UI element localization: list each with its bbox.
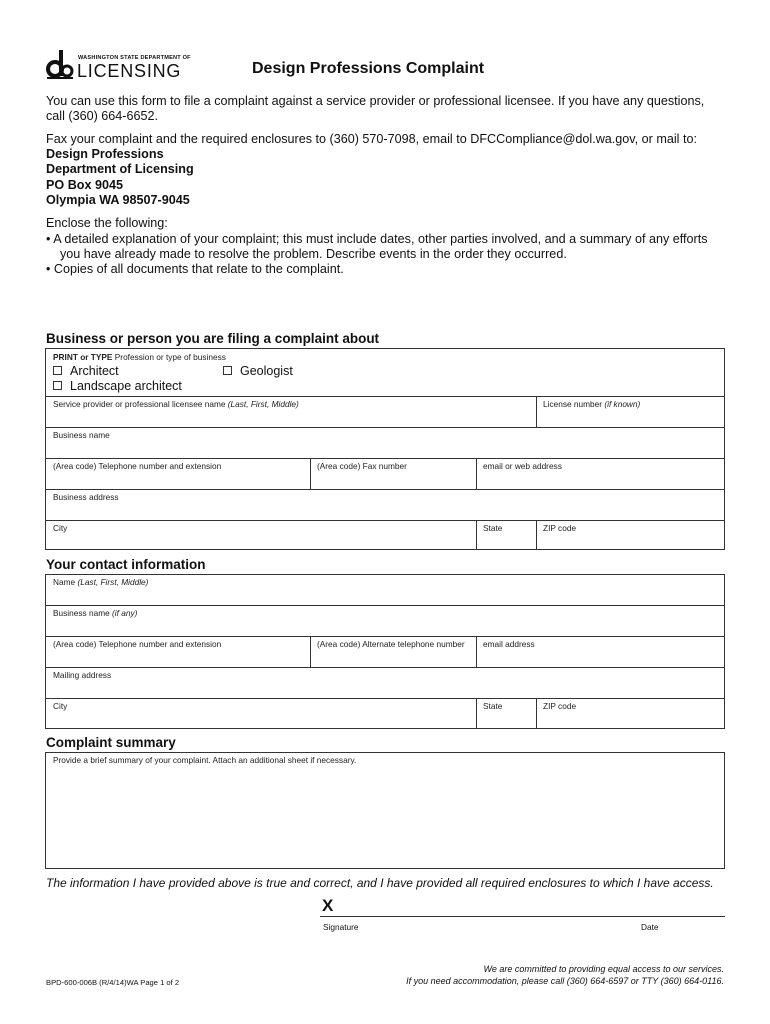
contact-city-field[interactable]: City <box>53 701 68 711</box>
page-title: Design Professions Complaint <box>252 60 485 77</box>
address-line-3: PO Box 9045 <box>46 178 124 192</box>
intro-line-1: You can use this form to file a complaint against a service provider or professional licensee. If you have any questions, <box>46 94 705 108</box>
contact-business-name-field[interactable]: Business name (if any) <box>53 608 138 618</box>
enclose-bullet-2: • Copies of all documents that relate to the complaint. <box>46 262 344 276</box>
accommodation-notice: If you need accommodation, please call (360) 664-6597 or TTY (360) 664-0116. <box>406 976 724 986</box>
enclose-bullet-1-cont: you have already made to resolve the problem. Describe events in the order they occurred. <box>60 247 567 261</box>
business-name-field[interactable]: Business name <box>53 430 110 440</box>
contact-name-field[interactable]: Name (Last, First, Middle) <box>53 577 149 587</box>
signature-label: Signature <box>323 922 359 932</box>
contact-zip-field[interactable]: ZIP code <box>543 701 577 711</box>
architect-label: Architect <box>70 364 119 378</box>
address-line-2: Department of Licensing <box>46 162 194 176</box>
geologist-label: Geologist <box>240 364 293 378</box>
licensee-name-field[interactable]: Service provider or professional licensee name (Last, First, Middle) <box>53 399 299 409</box>
signature-x-mark: X <box>322 896 334 915</box>
contact-email-field[interactable]: email address <box>483 639 535 649</box>
logo-licensing-text: LICENSING <box>77 61 182 81</box>
business-city-field[interactable]: City <box>53 523 68 533</box>
summary-instruction: Provide a brief summary of your complaint. Attach an additional sheet if necessary. <box>53 755 357 765</box>
business-phone-field[interactable]: (Area code) Telephone number and extension <box>53 461 222 471</box>
architect-checkbox[interactable] <box>53 366 62 375</box>
contact-mailing-address-field[interactable]: Mailing address <box>53 670 112 680</box>
contact-phone-field[interactable]: (Area code) Telephone number and extension <box>53 639 222 649</box>
business-address-field[interactable]: Business address <box>53 492 119 502</box>
business-zip-field[interactable]: ZIP code <box>543 523 577 533</box>
fax-instructions: Fax your complaint and the required enclosures to (360) 570-7098, email to DFCCompliance@dol.wa.gov, or mail to: <box>46 132 697 146</box>
business-fax-field[interactable]: (Area code) Fax number <box>317 461 407 471</box>
enclose-bullet-1: • A detailed explanation of your complaint; this must include dates, other parties involved, and a summary of any efforts <box>46 232 708 246</box>
dol-logo-icon <box>45 50 75 80</box>
landscape-architect-checkbox[interactable] <box>53 381 62 390</box>
business-email-web-field[interactable]: email or web address <box>483 461 562 471</box>
address-line-4: Olympia WA 98507-9045 <box>46 193 190 207</box>
business-state-field[interactable]: State <box>483 523 503 533</box>
section-business-heading: Business or person you are filing a complaint about <box>46 331 380 346</box>
form-id: BPD-600-006B (R/4/14)WA Page 1 of 2 <box>46 978 180 987</box>
profession-type-label: PRINT or TYPE Profession or type of business <box>53 352 226 362</box>
contact-state-field[interactable]: State <box>483 701 503 711</box>
geologist-checkbox[interactable] <box>223 366 232 375</box>
date-label: Date <box>641 922 659 932</box>
landscape-architect-label: Landscape architect <box>70 379 182 393</box>
intro-line-2: call (360) 664-6652. <box>46 109 159 123</box>
logo-agency-text: WASHINGTON STATE DEPARTMENT OF <box>78 55 191 61</box>
contact-info-box <box>45 574 725 729</box>
section-summary-heading: Complaint summary <box>46 735 176 750</box>
certification-statement: The information I have provided above is true and correct, and I have provided all required enclosures to which I have access. <box>46 876 714 890</box>
section-contact-heading: Your contact information <box>46 557 206 572</box>
complaint-summary-field[interactable] <box>45 752 725 869</box>
contact-alt-phone-field[interactable]: (Area code) Alternate telephone number <box>317 639 465 649</box>
enclose-heading: Enclose the following: <box>46 216 168 230</box>
address-line-1: Design Professions <box>46 147 164 161</box>
signature-line[interactable] <box>320 916 725 917</box>
license-number-field[interactable]: License number (if known) <box>543 399 641 409</box>
equal-access-notice: We are committed to providing equal access to our services. <box>483 964 724 974</box>
